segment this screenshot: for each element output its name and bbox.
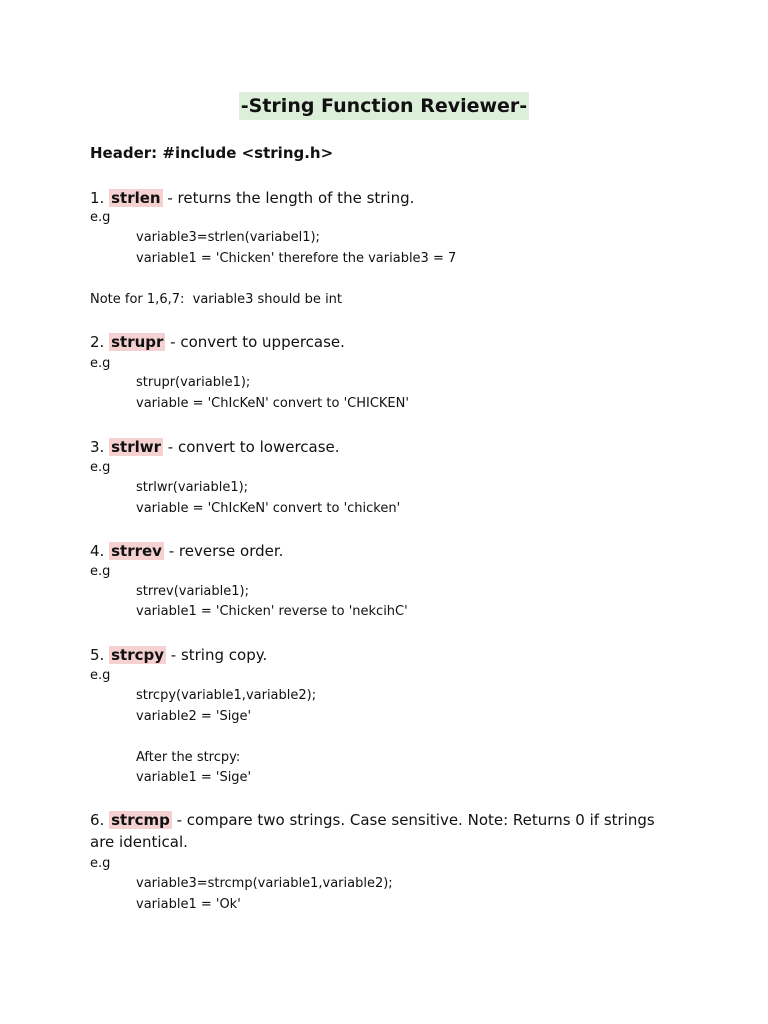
code-line: variable3=strcmp(variable1,variable2); <box>136 876 393 891</box>
code-line: strupr(variable1); <box>136 375 251 390</box>
code-line: strcpy(variable1,variable2); <box>136 688 317 703</box>
code-line: variable3=strlen(variabel1); <box>136 230 320 245</box>
function-name: strupr <box>111 333 164 351</box>
function-name: strcmp <box>111 811 170 829</box>
item-description: - string copy. <box>166 646 268 664</box>
item-number: 2. <box>90 333 110 351</box>
code-line: variable1 = 'Sige' <box>136 770 252 785</box>
eg-label: e.g <box>90 668 111 683</box>
item-description: - reverse order. <box>163 542 284 560</box>
item-description: - convert to uppercase. <box>165 333 345 351</box>
code-line: variable = 'ChIcKeN' convert to 'CHICKEN' <box>136 396 409 411</box>
title-container <box>0 92 768 120</box>
code-line: strrev(variable1); <box>136 584 249 599</box>
function-name: strrev <box>111 542 162 560</box>
code-line: strlwr(variable1); <box>136 480 249 495</box>
code-line: variable1 = 'Chicken' therefore the variable3 = 7 <box>136 251 457 266</box>
item-strrev <box>90 540 680 562</box>
item-number: 1. <box>90 189 110 207</box>
code-line: After the strcpy: <box>136 750 241 765</box>
code-line: variable1 = 'Chicken' reverse to 'nekcihC' <box>136 604 408 619</box>
code-line: variable1 = 'Ok' <box>136 897 241 912</box>
eg-label: e.g <box>90 356 111 371</box>
item-strcmp <box>90 809 680 853</box>
function-name: strlen <box>111 189 161 207</box>
code-line: variable2 = 'Sige' <box>136 709 252 724</box>
code-line: variable = 'ChIcKeN' convert to 'chicken' <box>136 501 401 516</box>
eg-label: e.g <box>90 210 111 225</box>
item-strlwr <box>90 436 680 458</box>
function-name: strcpy <box>111 646 164 664</box>
item-number: 6. <box>90 811 110 829</box>
item-description: - returns the length of the string. <box>162 189 415 207</box>
item-description: - convert to lowercase. <box>163 438 340 456</box>
header-line: Header: #include <string.h> <box>90 144 334 162</box>
page-title: -String Function Reviewer- <box>239 92 529 120</box>
function-name: strlwr <box>111 438 161 456</box>
eg-label: e.g <box>90 460 111 475</box>
item-strcpy <box>90 644 680 666</box>
item-strupr <box>90 331 680 353</box>
eg-label: e.g <box>90 564 111 579</box>
note-line: Note for 1,6,7: variable3 should be int <box>90 292 343 307</box>
item-number: 3. <box>90 438 110 456</box>
item-number: 5. <box>90 646 110 664</box>
item-number: 4. <box>90 542 110 560</box>
item-strlen <box>90 187 680 209</box>
item-description: - compare two strings. Case sensitive. Note: Returns 0 if strings are identical. <box>90 811 655 851</box>
eg-label: e.g <box>90 856 111 871</box>
